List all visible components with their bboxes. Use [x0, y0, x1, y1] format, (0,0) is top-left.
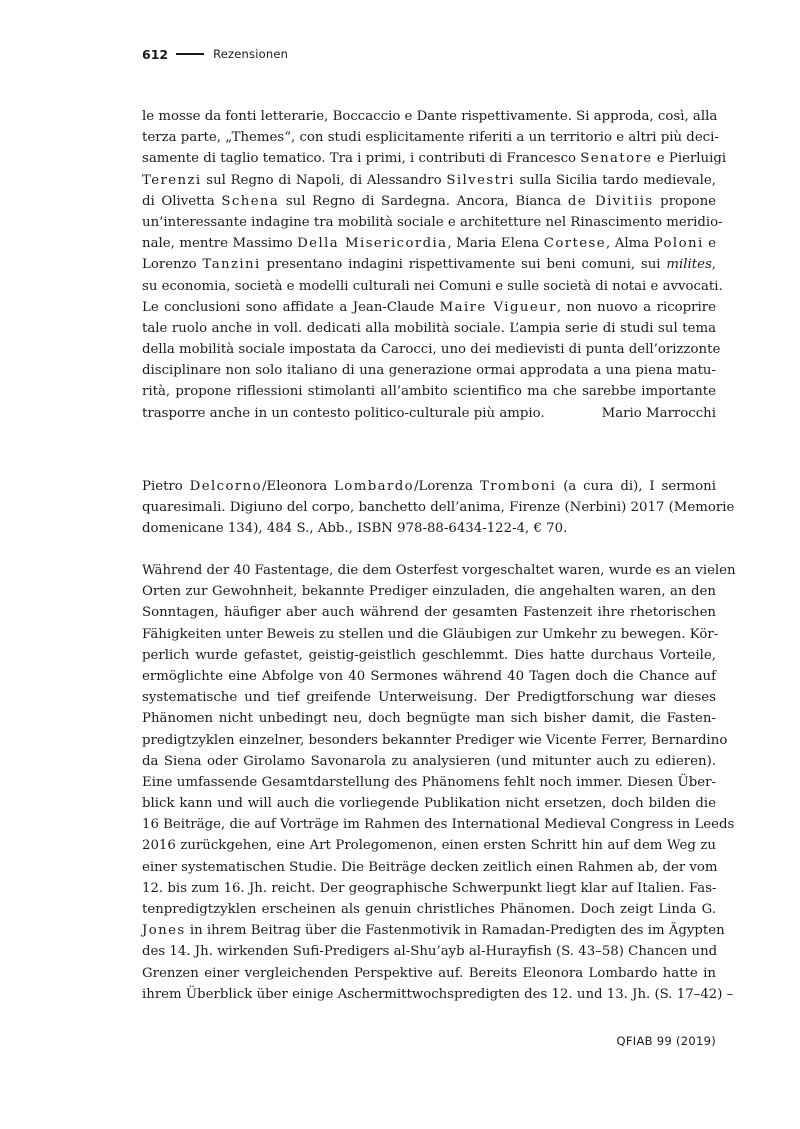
- text-run: Orten zur Gewohnheit, bekannte Prediger einzuladen, die angehalten waren, an den: [142, 584, 716, 600]
- text-run: ihrem Überblick über einige Aschermittwochspredigten des 12. und 13. Jh. (S. 17–42) –: [142, 986, 734, 1002]
- text-run: samente di taglio tematico. Tra i primi, i contributi di Francesco: [142, 151, 581, 167]
- text-run: Lorenzo: [142, 257, 203, 273]
- review-1-line: [142, 381, 716, 402]
- review-2-line: [142, 814, 735, 835]
- text-run: Grenzen einer vergleichenden Perspektive auf. Bereits Eleonora Lombardo hatte in: [142, 965, 716, 981]
- author-name: Cortese: [543, 236, 606, 252]
- review-1-line: [142, 148, 727, 169]
- text-run: tenpredigtzyklen erscheinen als genuin christliches Phänomen. Doch zeigt Linda G.: [142, 902, 716, 917]
- review-2-line: [142, 984, 734, 1005]
- text-run: , Maria Elena: [447, 236, 544, 252]
- italic-term: milites: [666, 257, 712, 273]
- text-run: 16 Beiträge, die auf Vorträge im Rahmen des International Medieval Congress in Leeds: [142, 817, 735, 833]
- author-name: Della Misericordia: [297, 236, 448, 252]
- author-name: Tanzini: [202, 257, 261, 273]
- text-run: quaresimali. Digiuno del corpo, banchetto dell’anima, Firenze (Nerbini) 2017 (Memorie: [142, 500, 735, 516]
- text-run: rità, propone riflessioni stimolanti all’ambito scientifico ma che sarebbe importante: [142, 384, 716, 400]
- review-2-line: [142, 581, 716, 602]
- review-2-line: [142, 793, 716, 814]
- author-name: Schena: [221, 193, 280, 209]
- author-name: Lombardo: [334, 479, 415, 494]
- text-run: Sonntagen, häufiger aber auch während der gesamten Fastenzeit ihre rhetorischen: [142, 605, 716, 621]
- text-run: Eine umfassende Gesamtdarstellung des Phänomens fehlt noch immer. Diesen Über-: [142, 774, 716, 790]
- text-run: predigtzyklen einzelner, besonders bekannter Prediger wie Vicente Ferrer, Bernardino: [142, 732, 728, 748]
- text-run: in ihrem Beitrag über die Fastenmotivik in Ramadan-Predigten des im Ägypten: [185, 923, 725, 939]
- review-1-final-text: trasporre anche in un contesto politico-culturale più ampio.: [142, 405, 545, 421]
- text-run: e: [703, 236, 717, 252]
- review-1-line: [142, 318, 716, 339]
- text-run: un’interessante indagine tra mobilità sociale e architetture nel Rinascimento meridio-: [142, 214, 723, 230]
- text-run: Während der 40 Fastentage, die dem Osterfest vorgeschaltet waren, wurde es an vielen: [142, 563, 736, 578]
- text-run: della mobilità sociale impostata da Carocci, uno dei medievisti di punta dell’orizzonte: [142, 342, 721, 358]
- review-2-line: [142, 835, 716, 856]
- review-1-line: [142, 127, 719, 148]
- review-1-line: [142, 212, 723, 233]
- review-2-line: [142, 645, 716, 666]
- review-2-line: [142, 687, 716, 708]
- review-1-line: [142, 339, 721, 360]
- text-run: Phänomen nicht unbedingt neu, doch begnügte man sich bisher damit, die Fasten-: [142, 711, 716, 727]
- review-1-paragraph: [142, 106, 727, 403]
- text-run: /Eleonora: [262, 479, 335, 494]
- text-run: systematische und tief greifende Unterweisung. Der Predigtforschung war dieses: [142, 690, 716, 706]
- text-run: /Lorenza: [414, 479, 480, 494]
- review-2-paragraph: [142, 560, 736, 1005]
- text-run: tale ruolo anche in voll. dedicati alla mobilità sociale. L’ampia serie di studi sul tema: [142, 320, 716, 336]
- review-2-line: [142, 708, 716, 729]
- text-run: , non nuovo a ricoprire: [556, 299, 716, 315]
- text-run: 12. bis zum 16. Jh. reicht. Der geographische Schwerpunkt liegt klar auf Italien. Fas-: [142, 880, 717, 896]
- review-1-line: [142, 254, 716, 275]
- citation-line: [142, 476, 716, 497]
- author-name: de Divitiis: [567, 193, 654, 209]
- review-1-line: [142, 297, 716, 318]
- text-run: ,: [711, 257, 716, 273]
- running-header: [142, 44, 288, 64]
- review-2-line: [142, 560, 736, 581]
- journal-footer: QFIAB 99 (2019): [616, 1034, 716, 1048]
- author-name: Silvestri: [446, 172, 515, 188]
- text-run: sul Regno di Sardegna. Ancora, Bianca: [279, 193, 568, 209]
- review-2-line: [142, 920, 725, 941]
- text-run: perlich wurde gefastet, geistig-geistlich geschlemmt. Dies hatte durchaus Vorteile,: [142, 647, 716, 663]
- review-2-line: [142, 899, 716, 920]
- review-2-line: [142, 751, 716, 772]
- review-1-line: [142, 106, 716, 127]
- review-2-line: [142, 602, 716, 623]
- text-run: einer systematischen Studie. Die Beiträge decken zeitlich einen Rahmen ab, der vom: [142, 859, 718, 875]
- citation-line: [142, 497, 735, 518]
- text-run: Le conclusioni sono affidate a Jean-Claude: [142, 299, 440, 315]
- review-1-line: [142, 170, 716, 191]
- text-run: presentano indagini rispettivamente sui beni comuni, sui: [260, 257, 667, 273]
- review-1-line: [142, 233, 716, 254]
- review-1-closing-line: [142, 403, 716, 424]
- review-2-line: [142, 878, 716, 899]
- review-2-line: [142, 624, 719, 645]
- text-run: 2016 zurückgehen, eine Art Prolegomenon, einen ersten Schritt hin auf dem Weg zu: [142, 838, 716, 854]
- review-2-citation: [142, 476, 735, 540]
- text-run: sul Regno di Napoli, di Alessandro: [201, 172, 447, 188]
- text-run: le mosse da fonti letterarie, Boccaccio e Dante rispettivamente. Si approda, così, alla: [142, 109, 718, 124]
- text-run: propone: [653, 193, 716, 209]
- author-name: Jones: [142, 923, 186, 939]
- citation-line: [142, 518, 716, 539]
- author-name: Maire Vigueur: [439, 299, 557, 315]
- author-name: Terenzi: [142, 172, 202, 188]
- text-run: sulla Sicilia tardo medievale,: [514, 172, 716, 188]
- review-2-line: [142, 772, 716, 793]
- text-run: domenicane 134), 484 S., Abb., ISBN 978-88-6434-122-4, € 70.: [142, 521, 568, 537]
- review-1-line: [142, 360, 716, 381]
- text-run: Fähigkeiten unter Beweis zu stellen und die Gläubigen zur Umkehr zu bewegen. Kör-: [142, 626, 719, 642]
- author-name: Senatore: [580, 151, 653, 167]
- text-run: terza parte, „Themes“, con studi esplicitamente riferiti a un territorio e altri più deci-: [142, 130, 719, 146]
- review-2-line: [142, 857, 716, 878]
- text-run: (a cura di), I sermoni: [556, 479, 716, 494]
- text-run: blick kann und will auch die vorliegende Publikation nicht ersetzen, doch bilden die: [142, 796, 716, 812]
- running-title: Rezensionen: [213, 47, 289, 61]
- text-run: nale, mentre Massimo: [142, 236, 298, 252]
- text-run: , Alma: [606, 236, 654, 252]
- review-2-line: [142, 963, 716, 984]
- review-2-line: [142, 666, 716, 687]
- text-run: di Olivetta: [142, 193, 222, 209]
- page-number: 612: [142, 46, 169, 62]
- review-1-line: [142, 191, 716, 212]
- review-2-line: [142, 941, 716, 962]
- text-run: des 14. Jh. wirkenden Sufi-Predigers al-Shu’ayb al-Hurayfish (S. 43–58) Chancen und: [142, 944, 718, 960]
- text-run: su economia, società e modelli culturali nei Comuni e sulle società di notai e avvocati.: [142, 278, 723, 294]
- review-1-line: [142, 276, 723, 297]
- text-run: e Pierluigi: [652, 151, 727, 167]
- reviewer-name: Mario Marrocchi: [601, 405, 716, 421]
- review-1-text: [142, 106, 727, 424]
- text-run: da Siena oder Girolamo Savonarola zu analysieren (und mitunter auch zu edieren).: [142, 753, 716, 769]
- author-name: Tromboni: [479, 479, 557, 494]
- text-run: ermöglichte eine Abfolge von 40 Sermones während 40 Tagen doch die Chance auf: [142, 668, 716, 684]
- text-run: Pietro: [142, 479, 190, 494]
- author-name: Delcorno: [189, 479, 263, 494]
- header-dash-rule: [176, 53, 204, 55]
- author-name: Poloni: [653, 236, 704, 252]
- review-2-line: [142, 730, 728, 751]
- text-run: disciplinare non solo italiano di una generazione ormai approdata a una piena matu-: [142, 363, 716, 379]
